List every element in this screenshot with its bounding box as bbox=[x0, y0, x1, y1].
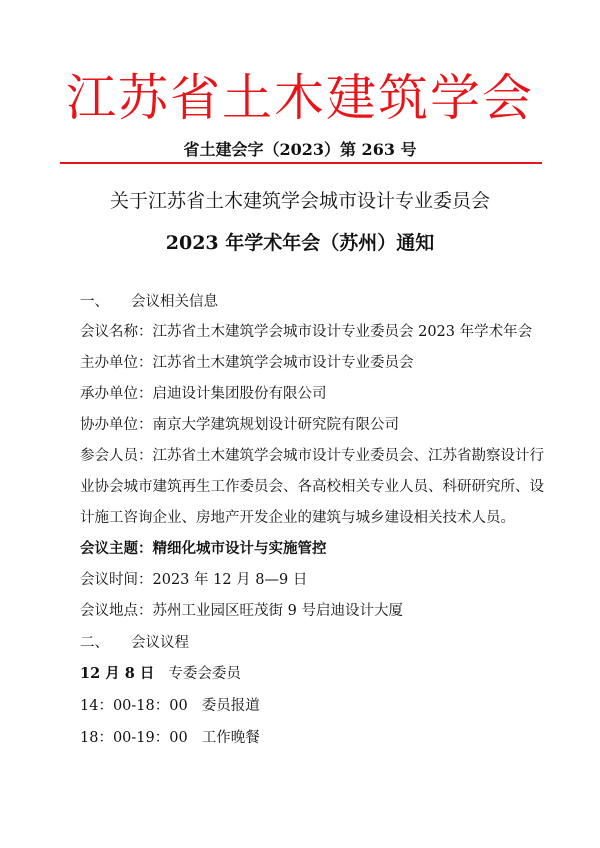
agenda-day-date: 12 月 8 日 bbox=[80, 665, 155, 682]
host-unit: 主办单位：江苏省土木建筑学会城市设计专业委员会 bbox=[80, 355, 414, 371]
agenda-item bbox=[80, 696, 530, 716]
section2-heading bbox=[80, 633, 530, 653]
meeting-name: 会议名称：江苏省土木建筑学会城市设计专业委员会 2023 年学术年会 bbox=[80, 324, 533, 340]
notice-title-line1: 关于江苏省土木建筑学会城市设计专业委员会 bbox=[109, 190, 490, 212]
meeting-location: 会议地点：苏州工业园区旺茂街 9 号启迪设计大厦 bbox=[80, 603, 403, 619]
agenda-day-group: 专委会委员 bbox=[168, 666, 241, 682]
agenda-item bbox=[80, 728, 530, 748]
agenda-item-event: 委员报道 bbox=[201, 698, 260, 714]
meeting-theme bbox=[80, 539, 530, 559]
section1-heading bbox=[80, 292, 530, 312]
participants-line2: 业协会城市建筑再生工作委员会、各高校相关专业人员、科研研究所、设 bbox=[80, 479, 544, 495]
co-organizer-unit: 协办单位：南京大学建筑规划设计研究院有限公司 bbox=[80, 417, 399, 433]
notice-title-line2: 2023 年学术年会（苏州）通知 bbox=[165, 232, 435, 254]
participants-line1: 参会人员：江苏省土木建筑学会城市设计专业委员会、江苏省勘察设计行 bbox=[80, 448, 544, 464]
theme-label: 会议主题： bbox=[80, 540, 153, 557]
agenda-item-event: 工作晚餐 bbox=[201, 730, 260, 746]
org-name-title: 江苏省土木建筑学会 bbox=[66, 69, 534, 127]
theme-value: 精细化城市设计与实施管控 bbox=[152, 540, 327, 557]
document-number: 省土建会字（2023）第 263 号 bbox=[183, 140, 417, 159]
agenda-day-header bbox=[80, 664, 530, 684]
agenda-item-time: 18：00-19：00 bbox=[80, 730, 188, 746]
participants-line3: 计施工咨询企业、房地产开发企业的建筑与城乡建设相关技术人员。 bbox=[80, 510, 515, 526]
meeting-time: 会议时间：2023 年 12 月 8—9 日 bbox=[80, 572, 308, 588]
organizer-unit: 承办单位：启迪设计集团股份有限公司 bbox=[80, 386, 327, 402]
section2-heading-text: 会议议程 bbox=[131, 635, 189, 651]
agenda-item-time: 14：00-18：00 bbox=[80, 698, 188, 714]
section2-number: 二、 bbox=[80, 635, 109, 651]
red-divider bbox=[60, 162, 542, 164]
section1-number: 一、 bbox=[80, 294, 109, 310]
section1-heading-text: 会议相关信息 bbox=[131, 294, 218, 310]
